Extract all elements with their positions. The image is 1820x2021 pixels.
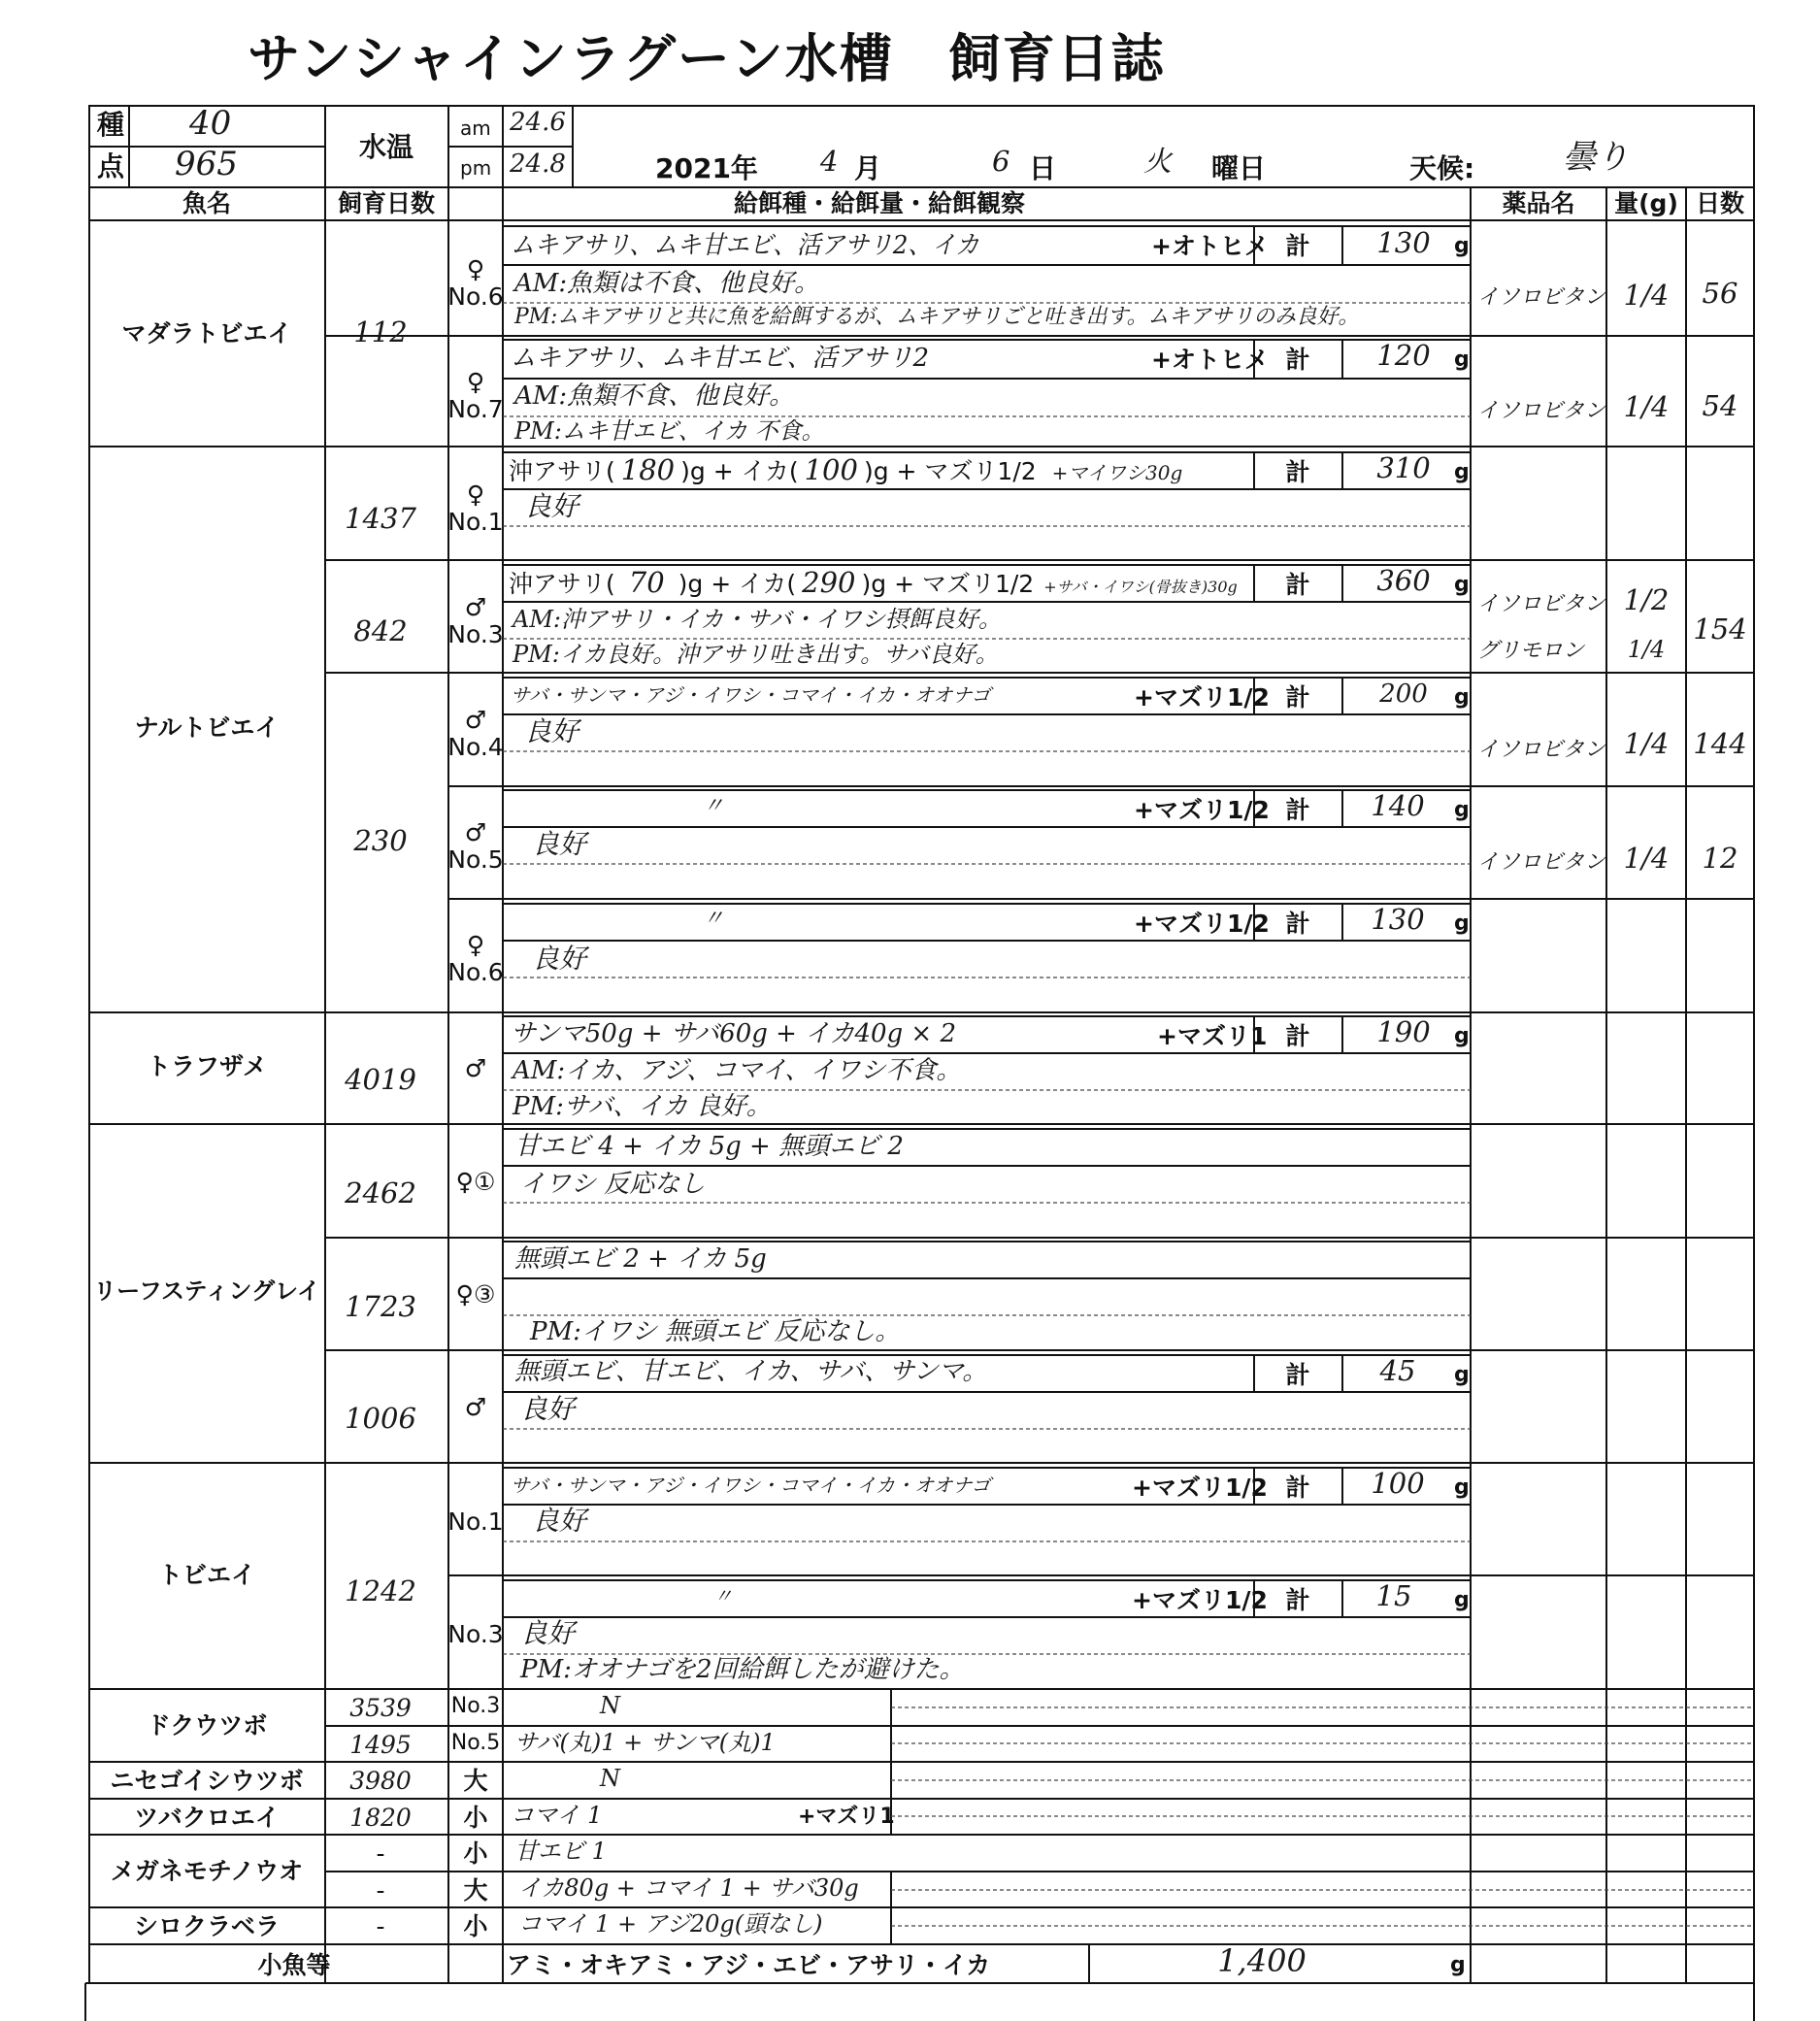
individual-id: No.1 — [447, 1507, 504, 1536]
sex-symbol: ♂ — [464, 1393, 487, 1421]
pm-temp[interactable]: 24.8 — [510, 149, 566, 179]
feed-line[interactable]: コマイ 1 — [511, 1802, 603, 1829]
medicine-amount[interactable]: 1/4 — [1623, 390, 1670, 423]
size-label: 大 — [463, 1767, 488, 1795]
size-label: 小 — [463, 1912, 488, 1940]
footer-label: 小魚等 — [257, 1951, 331, 1979]
feed-extra: +マズリ1/2 — [1134, 796, 1270, 824]
points-count[interactable]: 965 — [175, 145, 238, 183]
col-days: 飼育日数 — [337, 189, 436, 217]
feed-note[interactable]: AM:魚類は不食、他良好。 — [514, 269, 820, 298]
medicine-amount[interactable]: 1/4 — [1627, 636, 1666, 663]
feed-line[interactable]: 甘エビ 1 — [514, 1838, 607, 1865]
feed-line[interactable]: ムキアサリ、ムキ甘エビ、活アサリ2 — [511, 344, 929, 373]
sex-symbol: ♂ — [464, 593, 487, 621]
individual-id: No.3 — [450, 1694, 501, 1718]
total-label: 計 — [1285, 346, 1310, 374]
size-label: 小 — [463, 1804, 488, 1832]
feed-extra: +マズリ1 — [1157, 1022, 1268, 1050]
feed-note[interactable]: イワシ 反応なし — [520, 1170, 706, 1199]
col-fish-name: 魚名 — [182, 189, 232, 217]
gram-unit: g — [1454, 798, 1470, 822]
feed-line[interactable]: サバ・サンマ・アジ・イワシ・コマイ・イカ・オオナゴ — [511, 683, 991, 707]
total-label: 計 — [1285, 1474, 1310, 1502]
feed-note[interactable]: PM:サバ、イカ 良好。 — [513, 1092, 772, 1121]
feed-note[interactable]: 良好 — [520, 1617, 576, 1649]
species-name: トビエイ — [157, 1561, 256, 1589]
col-med-days: 日数 — [1695, 189, 1745, 217]
feed-note[interactable]: PM:ムキアサリと共に魚を給餌するが、ムキアサリごと吐き出す。ムキアサリのみ良好。 — [514, 305, 1360, 329]
medicine-amount[interactable]: 1/4 — [1623, 279, 1670, 312]
species-name: ナルトビエイ — [134, 713, 280, 742]
ditto-mark[interactable]: 〃 — [702, 907, 725, 931]
sex-symbol: ♀① — [455, 1168, 496, 1196]
feed-line[interactable]: 甘エビ 4 + イカ 5g + 無頭エビ 2 — [514, 1132, 904, 1161]
col-feeding: 給餌種・給餌量・給餌観察 — [733, 189, 1026, 217]
total-label: 計 — [1285, 458, 1310, 486]
feed-note[interactable]: PM:オオナゴを2回給餌したが避けた。 — [520, 1655, 965, 1684]
points-label: 点 — [97, 150, 125, 182]
gram-unit: g — [1454, 1475, 1470, 1500]
col-amount: 量(g) — [1614, 189, 1678, 217]
individual-id: No.5 — [450, 1731, 501, 1755]
days-value[interactable]: 1437 — [345, 502, 416, 535]
feed-note[interactable]: 良好 — [520, 1393, 576, 1425]
species-name: ツバクロエイ — [134, 1804, 280, 1832]
days-value[interactable]: - — [376, 1839, 385, 1868]
feed-line[interactable]: サバ(丸)1 + サンマ(丸)1 — [514, 1729, 776, 1756]
individual-id: No.6 — [447, 958, 504, 986]
sex-symbol: ♀ — [466, 255, 485, 283]
days-value[interactable]: 112 — [353, 315, 408, 348]
medicine-days[interactable]: 144 — [1693, 727, 1747, 760]
feed-extra: +マズリ1/2 — [1132, 1586, 1268, 1614]
total-label: 計 — [1285, 1586, 1310, 1614]
gram-unit: g — [1454, 234, 1470, 258]
gram-unit: g — [1450, 1953, 1466, 1977]
gram-unit: g — [1454, 1588, 1470, 1612]
col-medicine: 薬品名 — [1502, 189, 1575, 217]
total-value[interactable]: 190 — [1376, 1015, 1431, 1048]
medicine-days[interactable]: 54 — [1702, 389, 1738, 422]
total-value[interactable]: 45 — [1379, 1354, 1416, 1387]
date-month-label: 月 — [854, 152, 882, 184]
days-value[interactable]: 3539 — [349, 1694, 412, 1722]
feed-line[interactable]: サバ・サンマ・アジ・イワシ・コマイ・イカ・オオナゴ — [511, 1474, 991, 1497]
individual-id: No.1 — [447, 508, 504, 536]
medicine-name[interactable]: イソロビタン — [1477, 399, 1606, 423]
gram-unit: g — [1454, 460, 1470, 484]
feed-line[interactable]: 無頭エビ 2 + イカ 5g — [514, 1244, 767, 1274]
feed-note[interactable]: AM:イカ、アジ、コマイ、イワシ不食。 — [513, 1056, 962, 1085]
medicine-name[interactable]: イソロビタン — [1477, 285, 1606, 310]
individual-id: No.4 — [447, 733, 504, 761]
species-name: メガネモチノウオ — [110, 1857, 304, 1885]
feed-note[interactable]: PM:ムキ甘エビ、イカ 不食。 — [514, 417, 825, 445]
sex-symbol: ♂ — [464, 1054, 487, 1082]
species-name: トラフザメ — [146, 1052, 268, 1080]
gram-unit: g — [1454, 911, 1470, 936]
feed-line[interactable]: イカ80g + コマイ 1 + サバ30g — [518, 1874, 859, 1902]
pm-label: pm — [460, 156, 492, 180]
species-name: リーフスティングレイ — [93, 1277, 320, 1305]
days-value[interactable]: - — [376, 1912, 385, 1940]
water-temp-label: 水温 — [359, 131, 414, 163]
medicine-name[interactable]: イソロビタン — [1477, 592, 1606, 616]
days-value[interactable]: - — [376, 1876, 385, 1905]
feed-line[interactable]: ムキアサリ、ムキ甘エビ、活アサリ2、イカ — [511, 231, 979, 260]
total-value[interactable]: 130 — [1371, 903, 1425, 936]
feed-note[interactable]: 良好 — [532, 1505, 587, 1537]
weather-label: 天候: — [1409, 152, 1475, 184]
am-label: am — [460, 116, 491, 140]
medicine-days[interactable]: 56 — [1702, 277, 1738, 310]
total-value[interactable]: 100 — [1371, 1467, 1425, 1500]
species-name: ニセゴイシウツボ — [110, 1767, 304, 1795]
feed-extra: +マズリ1/2 — [1134, 683, 1270, 712]
feed-extra: +オトヒメ — [1151, 232, 1269, 260]
feed-note[interactable]: 良好 — [532, 828, 587, 860]
total-label: 計 — [1285, 1361, 1310, 1389]
gram-unit: g — [1454, 573, 1470, 597]
days-value[interactable]: 1820 — [349, 1804, 412, 1832]
sex-symbol: ♂ — [464, 706, 487, 734]
feed-note[interactable]: PM:イワシ 無頭エビ 反応なし。 — [530, 1317, 901, 1346]
medicine-name[interactable]: グリモロン — [1477, 639, 1585, 663]
ditto-mark[interactable]: 〃 — [713, 1584, 733, 1607]
individual-id: No.6 — [447, 282, 504, 311]
sex-symbol: ♂ — [464, 818, 487, 846]
total-label: 計 — [1285, 232, 1310, 260]
date-day-value[interactable]: 6 — [992, 145, 1010, 178]
species-count[interactable]: 40 — [189, 104, 232, 143]
total-value[interactable]: 120 — [1376, 339, 1431, 372]
gram-unit: g — [1454, 1024, 1470, 1048]
total-label: 計 — [1285, 1022, 1310, 1050]
medicine-amount[interactable]: 1/4 — [1623, 727, 1670, 760]
footer-items: アミ・オキアミ・アジ・エビ・アサリ・イカ — [507, 1951, 991, 1979]
feed-note[interactable]: 良好 — [524, 715, 579, 747]
sex-symbol: ♀ — [466, 368, 485, 396]
days-value[interactable]: 1006 — [345, 1402, 416, 1435]
date-day-label: 日 — [1029, 152, 1057, 184]
species-label: 種 — [97, 109, 125, 141]
total-value[interactable]: 130 — [1376, 226, 1431, 259]
feed-extra: +マズリ1 — [798, 1805, 895, 1829]
size-label: 小 — [463, 1839, 488, 1868]
weather-value[interactable]: 曇り — [1563, 138, 1629, 177]
feed-note[interactable]: PM:イカ良好。沖アサリ吐き出す。サバ良好。 — [513, 641, 999, 668]
medicine-days[interactable]: 154 — [1693, 613, 1747, 646]
species-name: シロクラベラ — [133, 1912, 281, 1940]
sex-symbol: ♀ — [466, 480, 485, 509]
size-label: 大 — [463, 1876, 488, 1905]
medicine-amount[interactable]: 1/4 — [1623, 842, 1670, 875]
species-name: ドクウツボ — [146, 1711, 268, 1739]
footer-total[interactable]: 1,400 — [1217, 1942, 1307, 1979]
feed-line[interactable]: N — [600, 1692, 620, 1719]
individual-id: No.7 — [447, 395, 504, 423]
sex-symbol: ♀ — [466, 931, 485, 959]
days-value[interactable]: 1242 — [345, 1574, 416, 1607]
feed-line[interactable]: サンマ50g + サバ60g + イカ40g × 2 — [511, 1019, 957, 1048]
feed-note[interactable]: 良好 — [524, 490, 579, 522]
total-value[interactable]: 360 — [1376, 564, 1431, 597]
feed-note[interactable]: AM:魚類不食、他良好。 — [514, 381, 795, 411]
sex-symbol: ♀③ — [455, 1280, 496, 1309]
feed-line[interactable]: N — [600, 1765, 620, 1792]
days-value[interactable]: 2462 — [345, 1176, 416, 1209]
am-temp[interactable]: 24.6 — [510, 108, 566, 137]
feed-note[interactable]: 良好 — [532, 943, 587, 975]
gram-unit: g — [1454, 348, 1470, 372]
total-value[interactable]: 140 — [1371, 789, 1425, 822]
total-value[interactable]: 200 — [1379, 679, 1428, 709]
feed-line[interactable]: 無頭エビ、甘エビ、イカ、サバ、サンマ。 — [514, 1357, 988, 1386]
individual-id: No.3 — [447, 1620, 504, 1648]
feed-line[interactable]: コマイ 1 + アジ20g(頭なし) — [518, 1910, 823, 1938]
days-value[interactable]: 842 — [353, 614, 408, 647]
medicine-name[interactable]: イソロビタン — [1477, 850, 1606, 875]
feed-extra: +マズリ1/2 — [1134, 910, 1270, 938]
feed-line: 沖アサリ( 180 )g + イカ( 100 )g + マズリ1/2 +マイワシ30g — [509, 453, 1183, 486]
days-value[interactable]: 1723 — [345, 1290, 416, 1323]
medicine-days[interactable]: 12 — [1702, 842, 1738, 875]
individual-id: No.5 — [447, 845, 504, 874]
days-value[interactable]: 230 — [353, 824, 408, 857]
weekday-value[interactable]: 火 — [1143, 145, 1173, 178]
days-value[interactable]: 1495 — [349, 1731, 412, 1759]
feed-note[interactable]: AM:沖アサリ・イカ・サバ・イワシ摂餌良好。 — [513, 606, 1002, 633]
date-month-value[interactable]: 4 — [820, 145, 839, 178]
gram-unit: g — [1454, 685, 1470, 710]
date-year: 2021年 — [655, 152, 758, 184]
feed-extra: +マズリ1/2 — [1132, 1474, 1268, 1502]
page-title: サンシャインラグーン水槽 飼育日誌 — [248, 28, 1166, 89]
total-value[interactable]: 15 — [1375, 1579, 1412, 1612]
ditto-mark[interactable]: 〃 — [702, 794, 725, 818]
total-label: 計 — [1285, 796, 1310, 824]
gram-unit: g — [1454, 1363, 1470, 1387]
individual-id: No.3 — [447, 620, 504, 648]
medicine-name[interactable]: イソロビタン — [1477, 738, 1606, 762]
feed-extra: +オトヒメ — [1151, 346, 1269, 374]
total-label: 計 — [1285, 683, 1310, 712]
medicine-amount[interactable]: 1/2 — [1623, 583, 1670, 616]
days-value[interactable]: 3980 — [349, 1767, 412, 1795]
total-value[interactable]: 310 — [1376, 451, 1431, 484]
species-name: マダラトビエイ — [121, 319, 292, 348]
weekday-label: 曜日 — [1211, 152, 1267, 184]
feed-line: 沖アサリ( 70 )g + イカ( 290 )g + マズリ1/2 +サバ・イワシ(骨抜き)30g — [509, 566, 1238, 599]
total-label: 計 — [1285, 571, 1310, 599]
total-label: 計 — [1285, 910, 1310, 938]
days-value[interactable]: 4019 — [345, 1063, 416, 1096]
